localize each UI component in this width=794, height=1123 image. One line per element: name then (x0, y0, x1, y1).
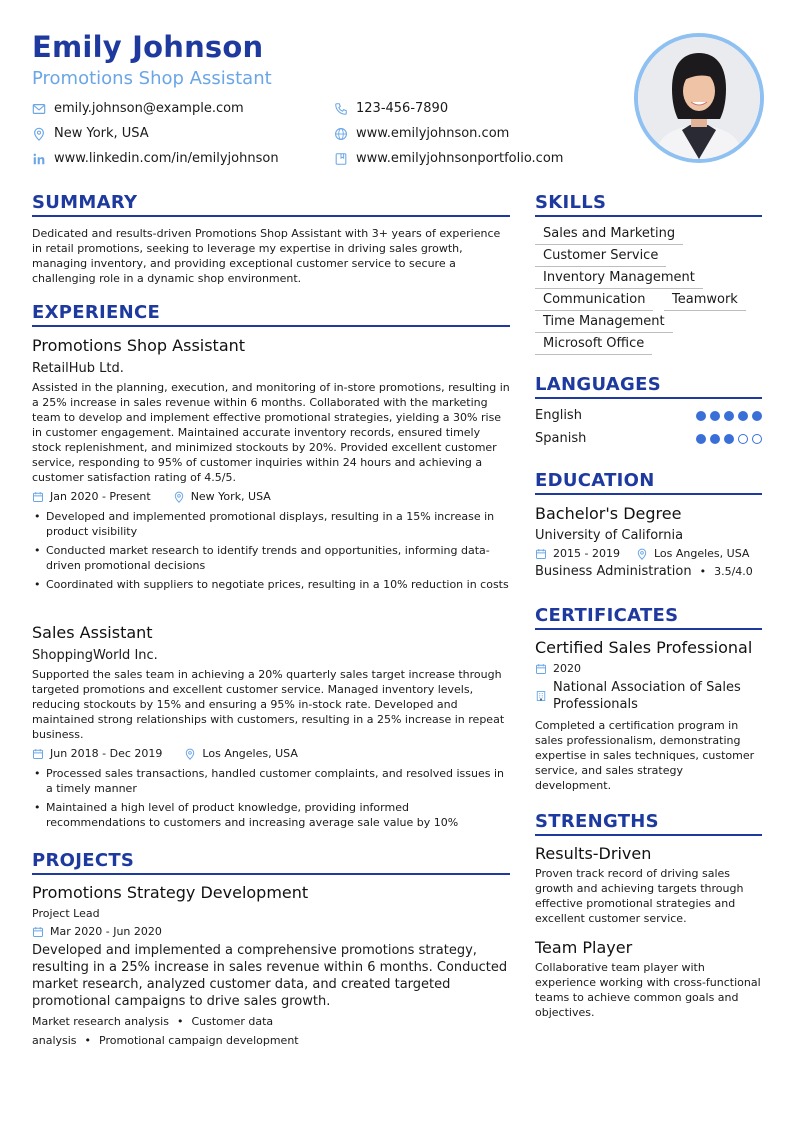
skill-tag: Customer Service (535, 247, 666, 267)
education-location-text: Los Angeles, USA (653, 547, 750, 560)
certificate-name: Certified Sales Professional (535, 638, 753, 657)
strength-text: Collaborative team player with experience working with cross-functional teams to achieve common goals and objectives. (535, 961, 761, 1019)
education-location (636, 547, 749, 560)
phone-text: 123-456-7890 (356, 101, 449, 116)
contact-email[interactable] (32, 101, 244, 116)
job-location-text: Los Angeles, USA (202, 747, 298, 760)
calendar-icon (535, 663, 547, 675)
rating-dot-filled (752, 411, 762, 421)
strength-name: Results-Driven (535, 844, 652, 863)
skill-tag: Inventory Management (535, 269, 703, 289)
project-tag: Promotional campaign development (99, 1034, 299, 1047)
contact-linkedin[interactable] (32, 151, 279, 166)
job-dates (32, 747, 162, 760)
job-description: Supported the sales team in achieving a 20% quarterly sales target increase through targeted promotions and excellent customer service. Managed inventory levels, reducing stockouts by 15% and ensuring a 95% in-stock rate. Developed and maintained strong relationships with customers, resulting in a 25% increase in repeat business. (32, 668, 505, 741)
skill-tag: Microsoft Office (535, 335, 652, 355)
rating-dot-empty (738, 434, 748, 444)
calendar-icon (32, 926, 44, 938)
job-bullets (32, 766, 510, 830)
phone-icon (334, 102, 348, 116)
education-section: EDUCATION Bachelor's Degree University of California 2015 - 2019 Los Angeles, USA Business Administration • 3.5/4.0 (535, 470, 762, 579)
project-description: Developed and implemented a comprehensive promotions strategy, resulting in a 25% increase in sales revenue within 6 months. Conducted market research, analyzed customer data, and created targeted promotional campaigns to drive sales growth. (32, 943, 508, 1009)
strengths-heading: STRENGTHS (535, 811, 762, 836)
job-bullets (32, 509, 510, 592)
rating-dot-filled (696, 411, 706, 421)
job-entry (32, 623, 510, 834)
list-item: • Developed and implemented promotional displays, resulting in a 15% increase in product visibility (32, 509, 510, 539)
rating-dot-filled (696, 434, 706, 444)
skill-tag: Teamwork (664, 291, 746, 311)
rating-dot-filled (710, 434, 720, 444)
email-text: emily.johnson@example.com (54, 101, 244, 116)
education-field: Business Administration (535, 564, 692, 579)
strength-name: Team Player (535, 938, 633, 957)
location-icon (173, 491, 185, 503)
certificate-description: Completed a certification program in sales professionalism, demonstrating expertise in sales techniques, customer service, and sales strategy development. (535, 719, 755, 792)
language-row (535, 408, 762, 423)
project-dates-text: Mar 2020 - Jun 2020 (50, 925, 162, 938)
rating-dot-filled (724, 434, 734, 444)
skills-list (535, 225, 762, 355)
language-row (535, 431, 762, 446)
skill-tag: Sales and Marketing (535, 225, 683, 245)
calendar-icon (535, 548, 547, 560)
location-icon (184, 748, 196, 760)
job-company: RetailHub Ltd. (32, 361, 124, 376)
skills-heading-wrap (535, 192, 762, 217)
rating-dot-filled (710, 411, 720, 421)
location-icon (32, 127, 46, 141)
project-name: Promotions Strategy Development (32, 883, 309, 902)
profile-photo (634, 33, 764, 163)
website-text: www.emilyjohnson.com (356, 126, 510, 141)
globe-icon (334, 127, 348, 141)
strength-text: Proven track record of driving sales growth and achieving targets through effective promotional strategies and excellent customer service. (535, 867, 744, 925)
skill-tag: Communication (535, 291, 653, 311)
strengths-section (535, 811, 762, 1020)
contact-website[interactable] (334, 126, 509, 141)
summary-heading: SUMMARY (32, 192, 510, 217)
certificate-year (535, 662, 762, 675)
language-rating (696, 411, 762, 421)
job-location-text: New York, USA (190, 490, 271, 503)
bookmark-icon (334, 152, 348, 166)
skill-tag: Time Management (535, 313, 673, 333)
contact-portfolio[interactable] (334, 151, 563, 166)
language-name: English (535, 408, 582, 423)
list-item: • Processed sales transactions, handled customer complaints, and resolved issues in a timely manner (32, 766, 510, 796)
building-icon (535, 690, 547, 702)
job-role: Promotions Shop Assistant (32, 336, 246, 355)
projects-section (32, 850, 510, 1050)
language-name: Spanish (535, 431, 587, 446)
certificates-heading: CERTIFICATES (535, 605, 762, 630)
rating-dot-empty (752, 434, 762, 444)
candidate-title: Promotions Shop Assistant (32, 68, 272, 89)
portfolio-text: www.emilyjohnsonportfolio.com (356, 151, 564, 166)
job-dates-text: Jun 2018 - Dec 2019 (50, 747, 163, 760)
certificates-section (535, 605, 762, 793)
list-item: • Conducted market research to identify trends and opportunities, informing data-driven promotional decisions (32, 543, 510, 573)
education-heading: EDUCATION (535, 470, 762, 495)
project-tag: Customer data analysis (32, 1015, 274, 1047)
education-school: University of California (535, 528, 684, 543)
project-tags: Market research analysis • Customer data analysis • Promotional campaign development (32, 1015, 299, 1047)
rating-dot-filled (724, 411, 734, 421)
calendar-icon (32, 748, 44, 760)
job-dates (32, 490, 151, 503)
job-company: ShoppingWorld Inc. (32, 648, 158, 663)
project-dates (32, 925, 510, 938)
job-description: Assisted in the planning, execution, and monitoring of in-store promotions, resulting in a 25% increase in sales revenue within 6 months. Collaborated with the marketing team to develop and implement effective promotional strategies, yielding a 30% rise in customer engagement. Maintained accurate inventory records, ensured timely stock replenishment, and minimized stockouts by 20%. Provided excellent customer service, responding to 95% of customer inquiries within 24 hours and achieving a customer satisfaction rating of 4.5/5. (32, 381, 510, 484)
project-tag: Market research analysis (32, 1015, 169, 1028)
skills-heading: SKILLS (535, 192, 762, 217)
list-item: • Maintained a high level of product knowledge, providing informed recommendations to customers and increasing average sale value by 10% (32, 800, 510, 830)
certificate-issuer-text: National Association of Sales Professionals (553, 680, 741, 712)
job-location (184, 747, 297, 760)
experience-heading-wrap (32, 302, 510, 327)
education-dates-text: 2015 - 2019 (553, 547, 620, 560)
summary-section (32, 192, 510, 286)
job-role: Sales Assistant (32, 623, 153, 642)
contact-phone[interactable] (334, 101, 448, 116)
education-degree: Bachelor's Degree (535, 504, 682, 523)
languages-section (535, 374, 762, 446)
candidate-name: Emily Johnson (32, 30, 264, 64)
education-gpa: 3.5/4.0 (714, 565, 753, 578)
job-entry (32, 336, 510, 596)
job-dates-text: Jan 2020 - Present (50, 490, 151, 503)
linkedin-text: www.linkedin.com/in/emilyjohnson (54, 151, 279, 166)
linkedin-icon (32, 152, 46, 166)
languages-heading: LANGUAGES (535, 374, 762, 399)
location-text: New York, USA (54, 126, 149, 141)
language-rating (696, 434, 762, 444)
mail-icon (32, 102, 46, 116)
contact-location (32, 126, 149, 141)
project-role: Project Lead (32, 907, 100, 920)
certificate-issuer (535, 679, 762, 713)
projects-heading: PROJECTS (32, 850, 510, 875)
education-dates (535, 547, 620, 560)
rating-dot-filled (738, 411, 748, 421)
list-item: • Coordinated with suppliers to negotiate prices, resulting in a 10% reduction in costs (32, 577, 510, 592)
job-location (173, 490, 271, 503)
location-icon (636, 548, 648, 560)
summary-text: Dedicated and results-driven Promotions Shop Assistant with 3+ years of experience in retail promotions, seeking to leverage my expertise in driving sales growth, managing inventory, and providing exceptional customer service to secure a challenging role in a dynamic shop environment. (32, 227, 501, 285)
calendar-icon (32, 491, 44, 503)
certificate-year-text: 2020 (553, 662, 581, 675)
experience-heading: EXPERIENCE (32, 302, 510, 327)
